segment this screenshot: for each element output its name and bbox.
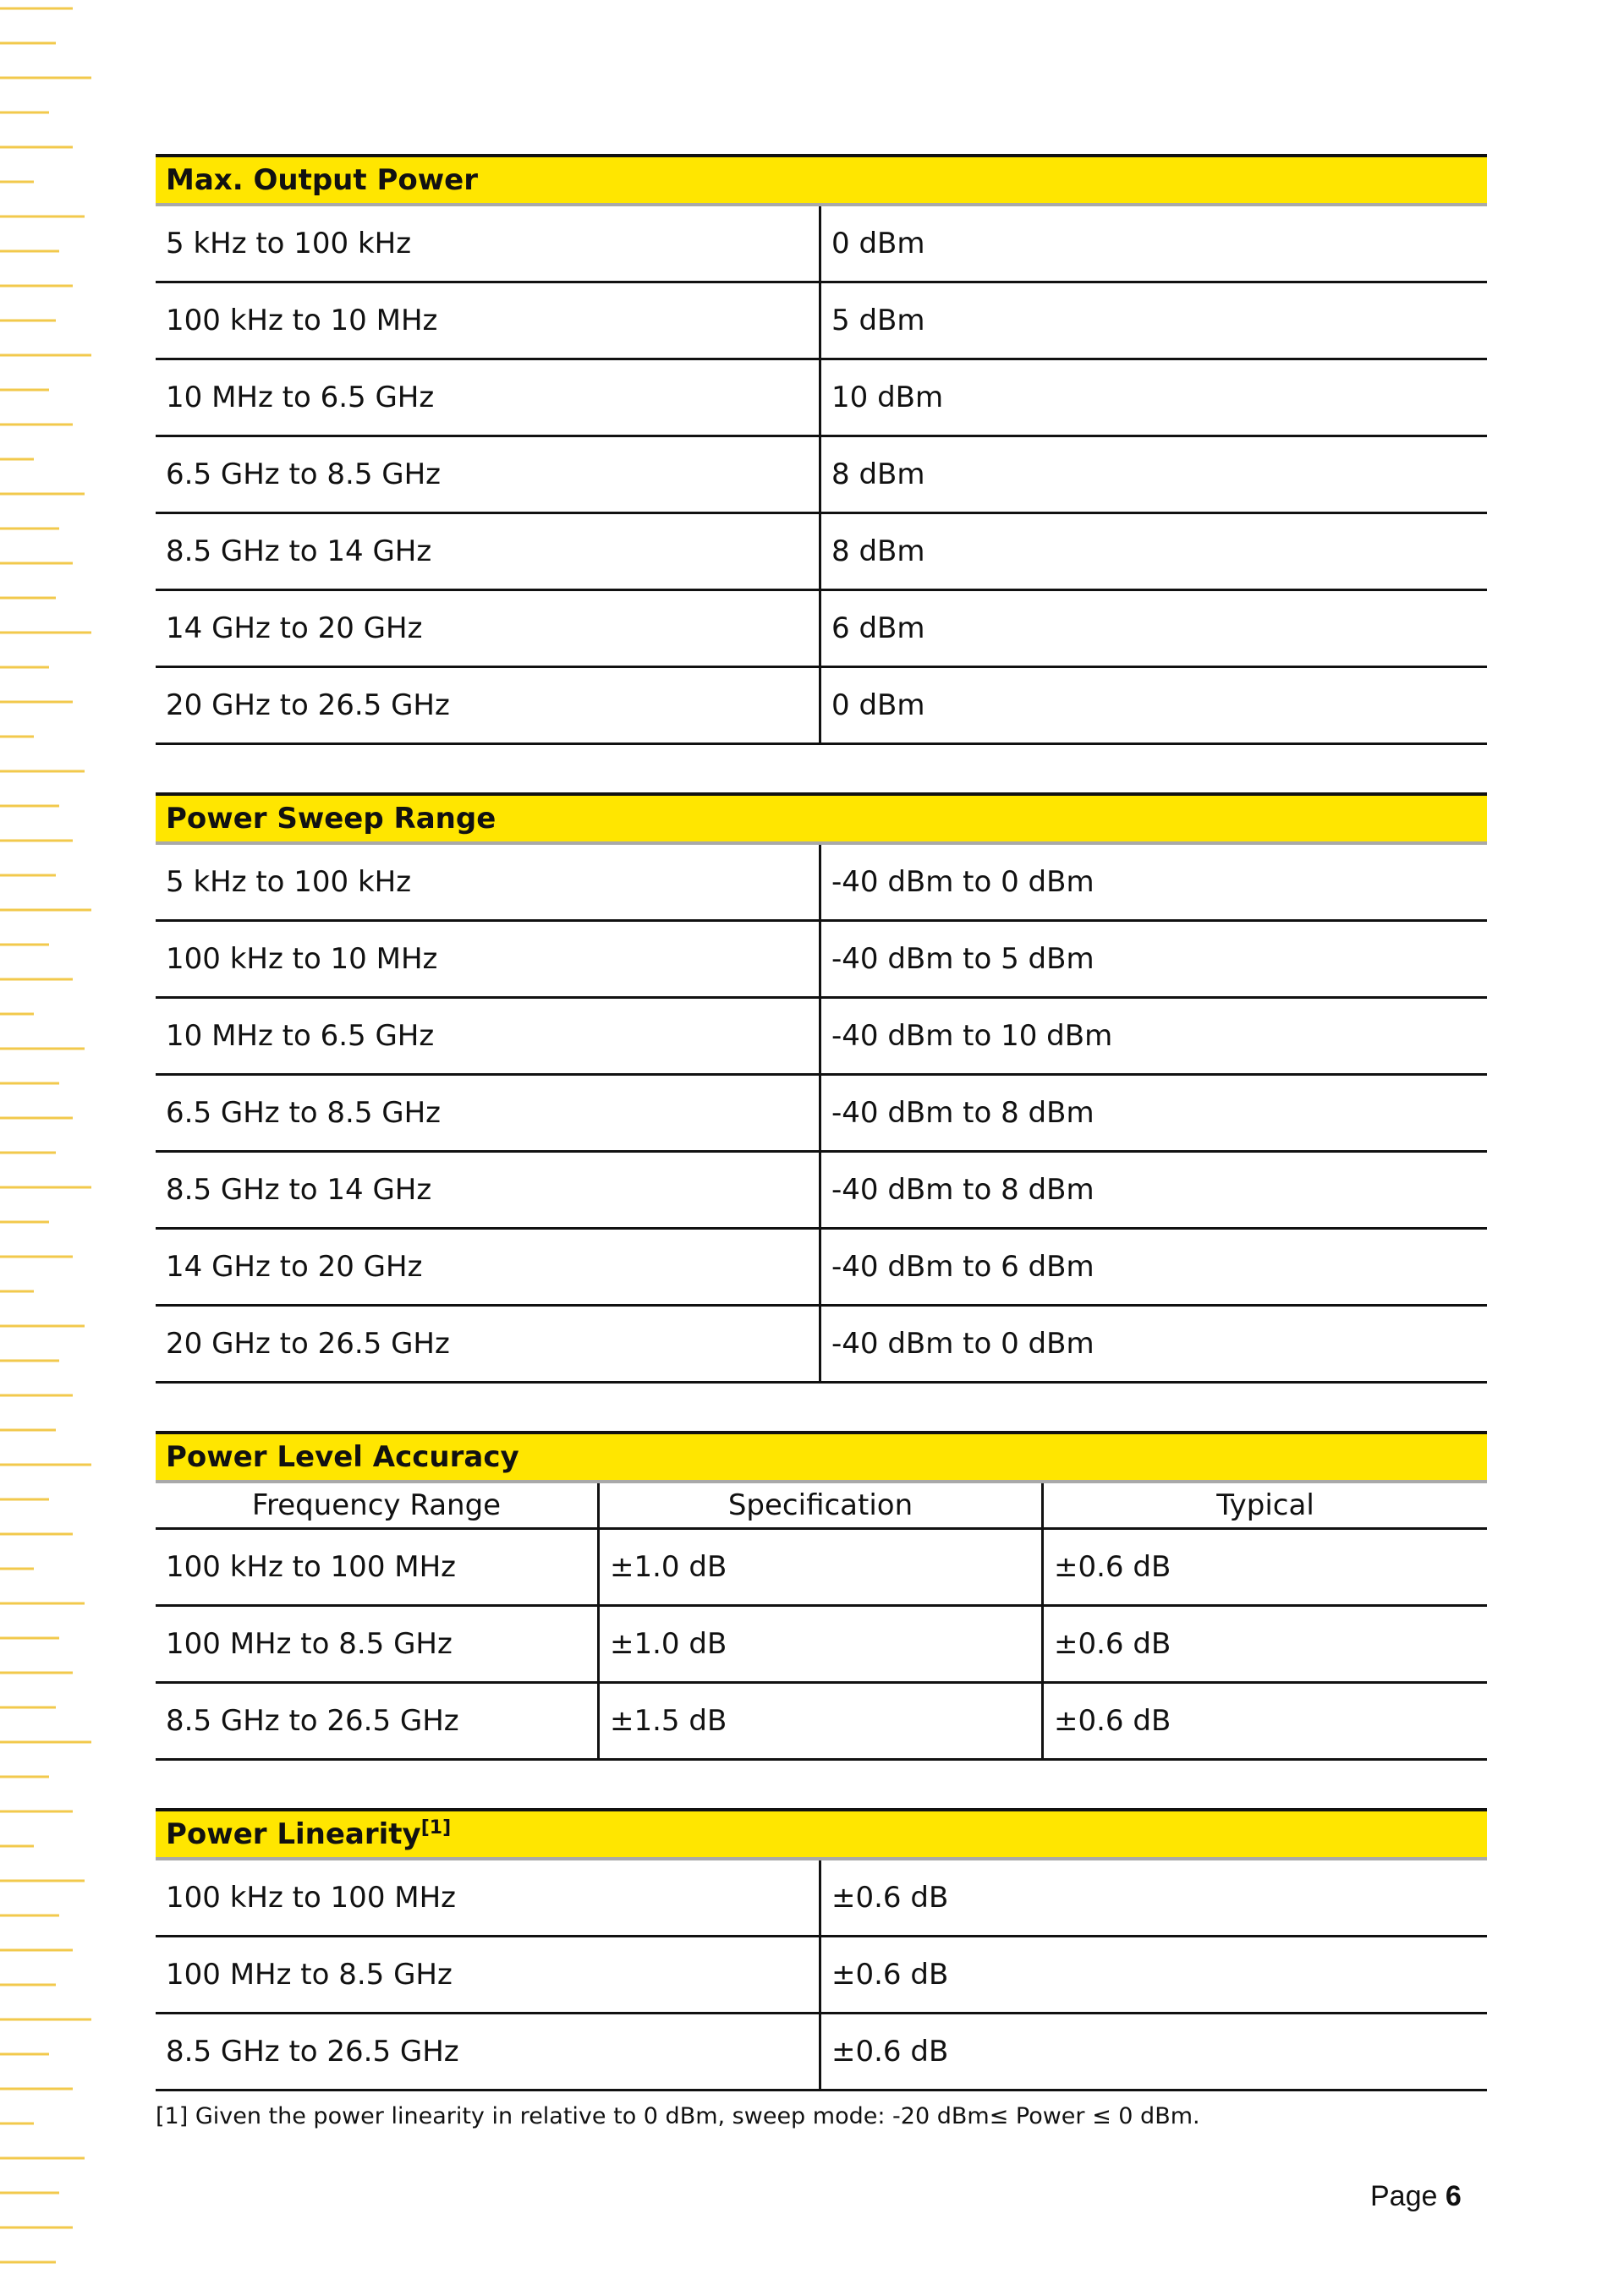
column-headers bbox=[156, 1483, 1487, 1530]
typical-cell: ±0.6 dB bbox=[1054, 1627, 1171, 1661]
table-row bbox=[156, 2014, 1487, 2091]
freq-cell: 20 GHz to 26.5 GHz bbox=[156, 1307, 821, 1381]
table-row bbox=[156, 922, 1487, 999]
column-header: Specification bbox=[600, 1483, 1044, 1527]
freq-cell: 10 MHz to 6.5 GHz bbox=[156, 360, 821, 435]
section-header: Max. Output Power bbox=[156, 154, 1487, 206]
table-row bbox=[156, 845, 1487, 922]
value-cell: ±0.6 dB bbox=[831, 1881, 949, 1915]
spec-cell: ±1.5 dB bbox=[600, 1684, 1044, 1758]
column-header: Frequency Range bbox=[156, 1483, 600, 1527]
footnote: [1] Given the power linearity in relative to 0 dBm, sweep mode: -20 dBm≤ Power ≤ 0 dBm. bbox=[156, 2103, 1200, 2129]
value-cell: 10 dBm bbox=[831, 381, 944, 414]
value-cell: -40 dBm to 10 dBm bbox=[831, 1019, 1113, 1053]
value-cell: -40 dBm to 8 dBm bbox=[831, 1173, 1095, 1207]
spec-cell: ±1.0 dB bbox=[600, 1607, 1044, 1681]
value-cell: ±0.6 dB bbox=[831, 2035, 949, 2069]
decorative-side-lines bbox=[0, 0, 95, 2296]
max-output-power-table bbox=[156, 154, 1487, 745]
table-row bbox=[156, 1937, 1487, 2014]
freq-cell: 8.5 GHz to 26.5 GHz bbox=[156, 2014, 821, 2089]
freq-cell: 6.5 GHz to 8.5 GHz bbox=[156, 437, 821, 512]
freq-cell: 14 GHz to 20 GHz bbox=[156, 1230, 821, 1304]
table-row bbox=[156, 1307, 1487, 1384]
value-cell: -40 dBm to 6 dBm bbox=[831, 1250, 1095, 1284]
value-cell: 8 dBm bbox=[831, 534, 925, 568]
table-row bbox=[156, 591, 1487, 668]
freq-cell: 6.5 GHz to 8.5 GHz bbox=[156, 1076, 821, 1150]
power-level-accuracy-table bbox=[156, 1431, 1487, 1761]
table-row bbox=[156, 514, 1487, 591]
footnote-ref: [1] bbox=[420, 1817, 452, 1838]
freq-cell: 8.5 GHz to 14 GHz bbox=[156, 1153, 821, 1227]
freq-cell: 20 GHz to 26.5 GHz bbox=[156, 668, 821, 743]
section-header bbox=[156, 1808, 1487, 1860]
freq-cell: 10 MHz to 6.5 GHz bbox=[156, 999, 821, 1073]
table-row bbox=[156, 437, 1487, 514]
table-row bbox=[156, 999, 1487, 1076]
value-cell: ±0.6 dB bbox=[831, 1958, 949, 1992]
table-row bbox=[156, 1607, 1487, 1684]
table-row bbox=[156, 1230, 1487, 1307]
freq-cell: 100 MHz to 8.5 GHz bbox=[156, 1937, 821, 2012]
table-row bbox=[156, 1684, 1487, 1761]
value-cell: 0 dBm bbox=[831, 688, 925, 722]
freq-cell: 14 GHz to 20 GHz bbox=[156, 591, 821, 666]
table-row bbox=[156, 668, 1487, 745]
freq-cell: 100 kHz to 100 MHz bbox=[156, 1860, 821, 1935]
value-cell: -40 dBm to 0 dBm bbox=[831, 1327, 1095, 1361]
table-row bbox=[156, 206, 1487, 283]
value-cell: -40 dBm to 0 dBm bbox=[831, 865, 1095, 899]
section-title: Power Linearity bbox=[166, 1817, 421, 1851]
spec-tables bbox=[156, 154, 1487, 2129]
table-row bbox=[156, 283, 1487, 360]
section-header: Power Sweep Range bbox=[156, 792, 1487, 845]
table-row bbox=[156, 1860, 1487, 1937]
page-label: Page bbox=[1370, 2180, 1438, 2212]
section-header: Power Level Accuracy bbox=[156, 1431, 1487, 1483]
value-cell: -40 dBm to 5 dBm bbox=[831, 942, 1095, 976]
value-cell: 0 dBm bbox=[831, 227, 925, 260]
page-number bbox=[1370, 2180, 1462, 2213]
freq-cell: 8.5 GHz to 14 GHz bbox=[156, 514, 821, 589]
table-row bbox=[156, 1076, 1487, 1153]
value-cell: 6 dBm bbox=[831, 611, 925, 645]
freq-cell: 8.5 GHz to 26.5 GHz bbox=[156, 1684, 600, 1758]
power-sweep-range-table bbox=[156, 792, 1487, 1384]
page-number-value: 6 bbox=[1445, 2180, 1462, 2212]
freq-cell: 100 MHz to 8.5 GHz bbox=[156, 1607, 600, 1681]
value-cell: 5 dBm bbox=[831, 304, 925, 337]
typical-cell: ±0.6 dB bbox=[1054, 1704, 1171, 1738]
freq-cell: 100 kHz to 100 MHz bbox=[156, 1530, 600, 1604]
freq-cell: 100 kHz to 10 MHz bbox=[156, 283, 821, 358]
table-row bbox=[156, 1530, 1487, 1607]
value-cell: -40 dBm to 8 dBm bbox=[831, 1096, 1095, 1130]
power-linearity-table bbox=[156, 1808, 1487, 2129]
value-cell: 8 dBm bbox=[831, 458, 925, 491]
column-header: Typical bbox=[1216, 1488, 1314, 1522]
table-row bbox=[156, 1153, 1487, 1230]
typical-cell: ±0.6 dB bbox=[1054, 1550, 1171, 1584]
freq-cell: 5 kHz to 100 kHz bbox=[156, 845, 821, 919]
table-row bbox=[156, 360, 1487, 437]
spec-cell: ±1.0 dB bbox=[600, 1530, 1044, 1604]
freq-cell: 5 kHz to 100 kHz bbox=[156, 206, 821, 281]
freq-cell: 100 kHz to 10 MHz bbox=[156, 922, 821, 996]
